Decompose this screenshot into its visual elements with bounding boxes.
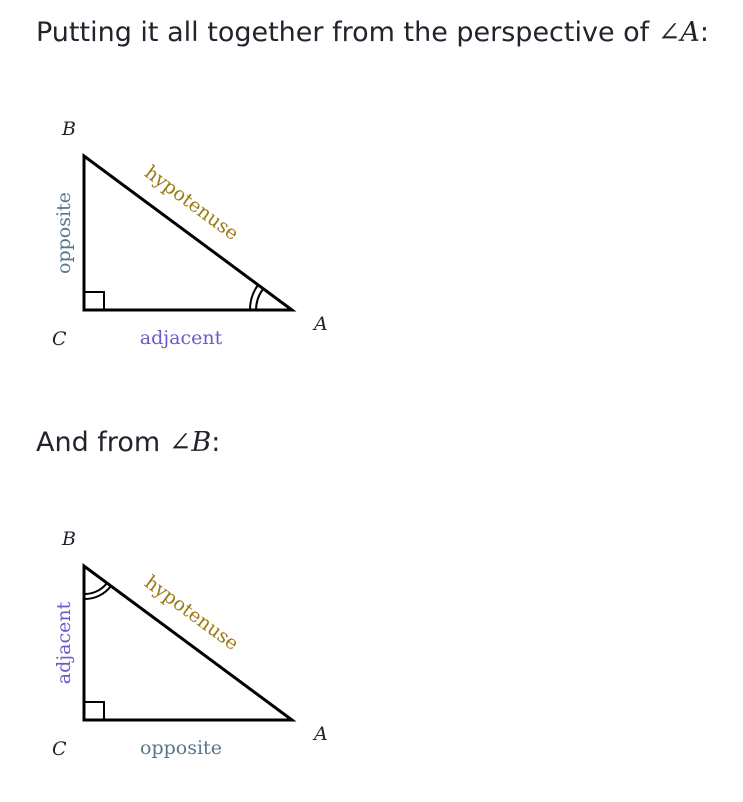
heading-angle-a-text: Putting it all together from the perspective of — [36, 17, 658, 48]
opposite-label: opposite — [53, 192, 75, 274]
triangle-outline — [84, 156, 292, 310]
adjacent-label: adjacent — [53, 601, 75, 685]
vertex-a-label: A — [314, 723, 328, 745]
angle-b-double-arc-inner — [84, 586, 111, 599]
vertex-a-label: A — [314, 313, 328, 335]
adjacent-label: adjacent — [139, 327, 223, 349]
angle-b-symbol: ∠B — [168, 427, 212, 458]
heading-angle-a — [36, 19, 709, 46]
heading-angle-b-colon: : — [211, 427, 221, 458]
right-angle-marker — [84, 702, 104, 720]
vertex-c-label: C — [52, 328, 67, 350]
vertex-b-label: B — [62, 528, 76, 550]
triangle-diagram-angle-a — [0, 105, 360, 375]
heading-angle-b-text: And from — [36, 427, 169, 458]
hypotenuse-label: hypotenuse — [140, 571, 243, 656]
opposite-label: opposite — [140, 737, 222, 759]
vertex-b-label: B — [62, 118, 76, 140]
triangle-diagram-angle-b — [0, 515, 360, 785]
heading-angle-a-colon: : — [699, 17, 709, 48]
right-angle-marker — [84, 292, 104, 310]
vertex-c-label: C — [52, 738, 67, 760]
triangle-outline — [84, 566, 292, 720]
heading-angle-b — [36, 429, 220, 456]
angle-a-double-arc-inner — [256, 289, 263, 310]
angle-a-symbol: ∠A — [657, 17, 700, 48]
hypotenuse-label: hypotenuse — [140, 161, 243, 246]
